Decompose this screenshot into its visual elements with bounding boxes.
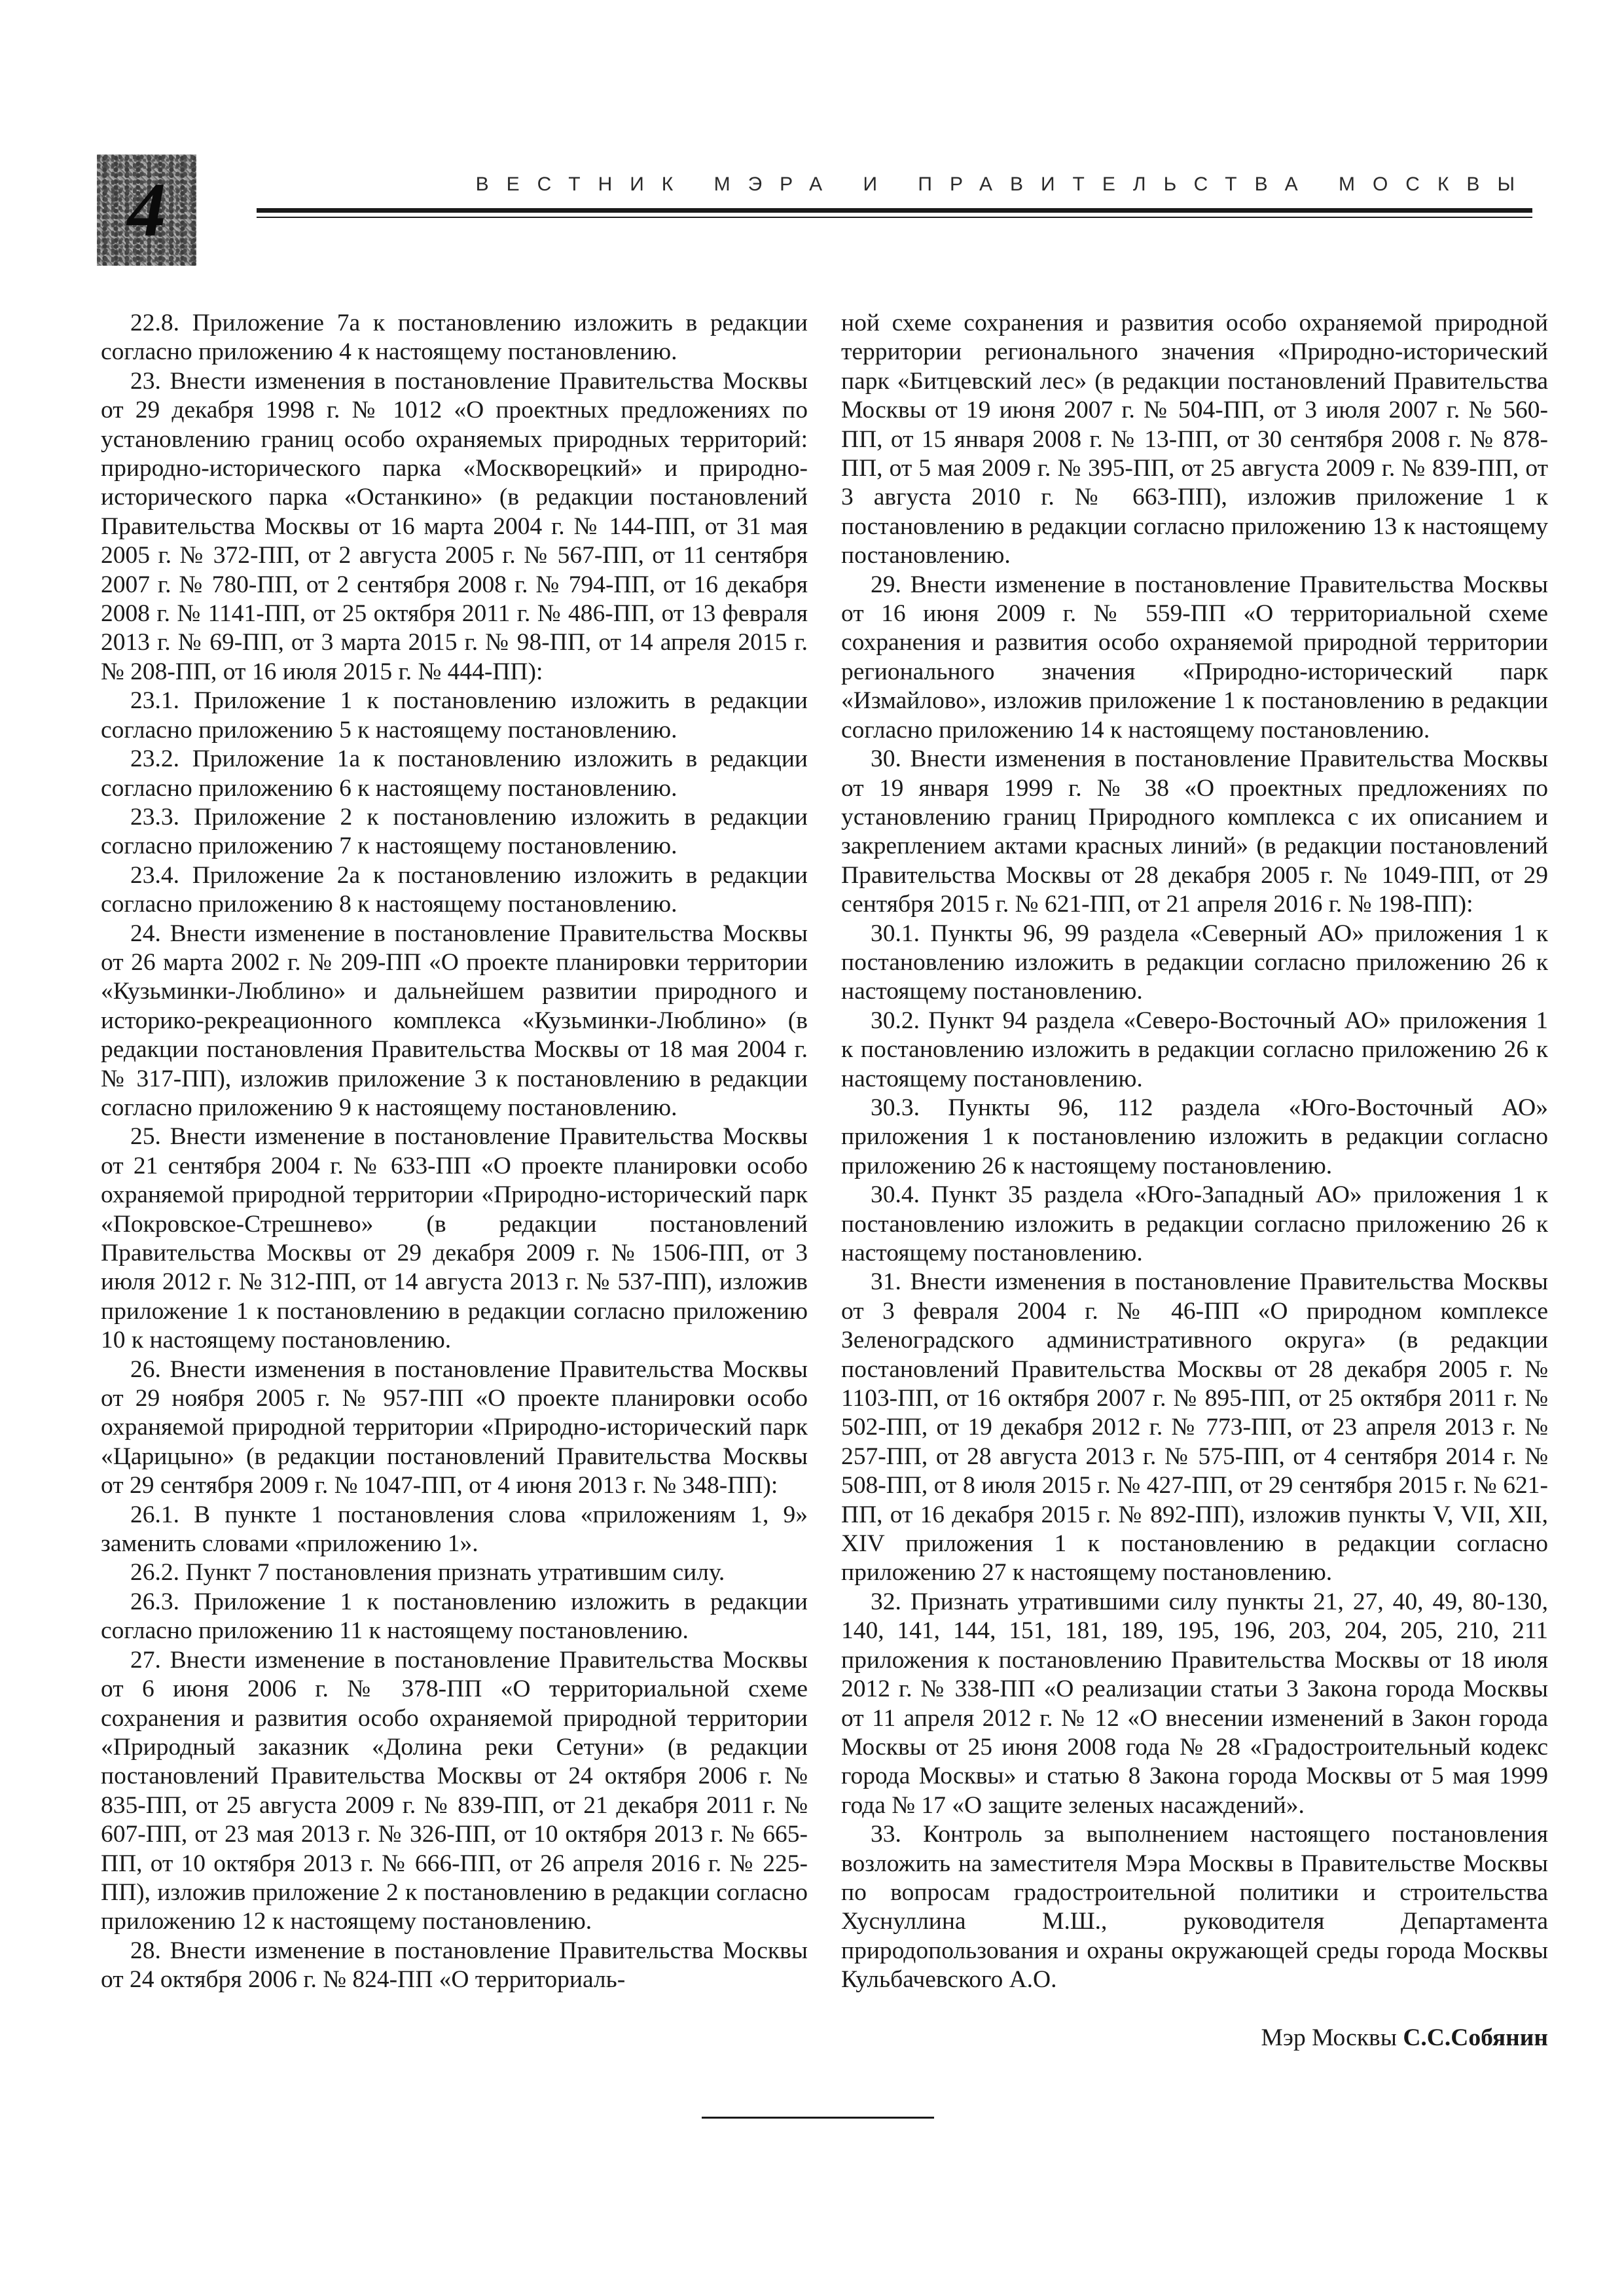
- journal-title: ВЕСТНИК МЭРА И ПРАВИТЕЛЬСТВА МОСКВЫ: [475, 173, 1532, 195]
- left-column: [101, 309, 808, 1995]
- right-column-paragraphs: [841, 309, 1548, 1995]
- page-number: 4: [127, 167, 166, 253]
- paragraph: 25. Внести изменение в постановление Правительства Москвы от 21 сентября 2004 г. № 633-ПП «О проекте планировки особо охраняемой природной территории «Природно-исторический парк «Покровское-Стрешнево» (в редакции постановлений Правительства Москвы от 29 декабря 2009 г. № 1506-ПП, от 3 июля 2012 г. № 312-ПП, от 14 августа 2013 г. № 537-ПП), изложив приложение 1 к постановлению в редакции согласно приложению 10 к настоящему постановлению.: [101, 1123, 808, 1354]
- paragraph: 30.3. Пункты 96, 112 раздела «Юго-Восточный АО» приложения 1 к постановлению изложить в редакции согласно приложению 26 к настоящему постановлению.: [841, 1094, 1548, 1179]
- paragraph: 31. Внести изменения в постановление Правительства Москвы от 3 февраля 2004 г. № 46-ПП «О природном комплексе Зеленоградского административного округа» (в редакции постановлений Правительства Москвы от 28 декабря 2005 г. № 1103-ПП, от 16 октября 2007 г. № 895-ПП, от 25 октября 2011 г. № 502-ПП, от 19 декабря 2012 г. № 773-ПП, от 23 апреля 2013 г. № 257-ПП, от 28 августа 2013 г. № 575-ПП, от 4 сентября 2014 г. № 508-ПП, от 8 июля 2015 г. № 427-ПП, от 29 сентября 2015 г. № 621-ПП, от 16 декабря 2015 г. № 892-ПП), изложив пункты V, VII, XII, XIV приложения 1 к постановлению в редакции согласно приложению 27 к настоящему постановлению.: [841, 1268, 1548, 1587]
- header-rule-thin: [257, 217, 1532, 218]
- paragraph: 23.1. Приложение 1 к постановлению изложить в редакции согласно приложению 5 к настоящему постановлению.: [101, 687, 808, 744]
- paragraph: 28. Внести изменение в постановление Правительства Москвы от 24 октября 2006 г. № 824-ПП «О территориаль-: [101, 1937, 808, 1994]
- paragraph: 29. Внести изменение в постановление Правительства Москвы от 16 июня 2009 г. № 559-ПП «О территориальной схеме сохранения и развития особо охраняемой природной территории регионального значения «Природно-исторический парк «Измайлово», изложив приложение 1 к постановлению в редакции согласно приложению 14 к настоящему постановлению.: [841, 571, 1548, 744]
- signature: [841, 2024, 1548, 2053]
- paragraph: 33. Контроль за выполнением настоящего постановления возложить на заместителя Мэра Москвы в Правительстве Москвы по вопросам градостроительной политики и строительства Хуснуллина М.Ш., руководителя Департамента природопользования и охраны окружающей среды города Москвы Кульбачевского А.О.: [841, 1821, 1548, 1994]
- paragraph: 23.2. Приложение 1а к постановлению изложить в редакции согласно приложению 6 к настоящему постановлению.: [101, 745, 808, 802]
- paragraph: 23.3. Приложение 2 к постановлению изложить в редакции согласно приложению 7 к настоящему постановлению.: [101, 803, 808, 860]
- paragraph: 23.4. Приложение 2а к постановлению изложить в редакции согласно приложению 8 к настоящему постановлению.: [101, 861, 808, 918]
- signature-name: С.С.Собянин: [1403, 2024, 1548, 2051]
- signature-position: Мэр Москвы: [1261, 2024, 1397, 2051]
- paragraph: 26.1. В пункте 1 постановления слова «приложениям 1, 9» заменить словами «приложению 1».: [101, 1501, 808, 1558]
- paragraph: 30.4. Пункт 35 раздела «Юго-Западный АО» приложения 1 к постановлению изложить в редакции согласно приложению 26 к настоящему постановлению.: [841, 1181, 1548, 1266]
- paragraph: 30.1. Пункты 96, 99 раздела «Северный АО» приложения 1 к постановлению изложить в редакции согласно приложению 26 к настоящему постановлению.: [841, 920, 1548, 1005]
- right-column: [841, 309, 1548, 2053]
- header-rule-thick: [257, 208, 1532, 213]
- paragraph: 23. Внести изменения в постановление Правительства Москвы от 29 декабря 1998 г. № 1012 «О проектных предложениях по установлению границ особо охраняемых природных территорий: природно-исторического парка «Москворецкий» и природно-исторического парка «Останкино» (в редакции постановлений Правительства Москвы от 16 марта 2004 г. № 144-ПП, от 31 мая 2005 г. № 372-ПП, от 2 августа 2005 г. № 567-ПП, от 11 сентября 2007 г. № 780-ПП, от 2 сентября 2008 г. № 794-ПП, от 16 декабря 2008 г. № 1141-ПП, от 25 октября 2011 г. № 486-ПП, от 13 февраля 2013 г. № 69-ПП, от 3 марта 2015 г. № 98-ПП, от 14 апреля 2015 г. № 208-ПП, от 16 июля 2015 г. № 444-ПП):: [101, 367, 808, 685]
- paragraph: 26.2. Пункт 7 постановления признать утратившим силу.: [130, 1559, 725, 1587]
- paragraph: 24. Внести изменение в постановление Правительства Москвы от 26 марта 2002 г. № 209-ПП «О проекте планировки территории «Кузьминки-Люблино» и дальнейшем развитии природного и историко-рекреационного комплекса «Кузьминки-Люблино» (в редакции постановления Правительства Москвы от 18 мая 2004 г. № 317-ПП), изложив приложение 3 к постановлению в редакции согласно приложению 9 к настоящему постановлению.: [101, 920, 808, 1121]
- paragraph: 30.2. Пункт 94 раздела «Северо-Восточный АО» приложения 1 к постановлению изложить в редакции согласно приложению 26 к настоящему постановлению.: [841, 1007, 1548, 1092]
- paragraph: 26. Внести изменения в постановление Правительства Москвы от 29 ноября 2005 г. № 957-ПП «О проекте планировки особо охраняемой природной территории «Природно-исторический парк «Царицыно» (в редакции постановлений Правительства Москвы от 29 сентября 2009 г. № 1047-ПП, от 4 июня 2013 г. № 348-ПП):: [101, 1355, 808, 1499]
- page-number-badge: [97, 154, 196, 266]
- end-of-document-rule: [702, 2117, 934, 2119]
- paragraph: 27. Внести изменение в постановление Правительства Москвы от 6 июня 2006 г. № 378-ПП «О территориальной схеме сохранения и развития особо охраняемой природной территории «Природный заказник «Долина реки Сетуни» (в редакции постановлений Правительства Москвы от 24 октября 2006 г. № 835-ПП, от 25 августа 2009 г. № 839-ПП, от 21 декабря 2011 г. № 607-ПП, от 23 мая 2013 г. № 326-ПП, от 10 октября 2013 г. № 665-ПП, от 10 октября 2013 г. № 666-ПП, от 26 апреля 2016 г. № 225-ПП), изложив приложение 2 к постановлению в редакции согласно приложению 12 к настоящему постановлению.: [101, 1646, 808, 1935]
- paragraph: 22.8. Приложение 7а к постановлению изложить в редакции согласно приложению 4 к настоящему постановлению.: [101, 310, 808, 366]
- paragraph: 26.3. Приложение 1 к постановлению изложить в редакции согласно приложению 11 к настоящему постановлению.: [101, 1588, 808, 1645]
- paragraph: ной схеме сохранения и развития особо охраняемой природной территории регионального значения «Природно-исторический парк «Битцевский лес» (в редакции постановлений Правительства Москвы от 19 июня 2007 г. № 504-ПП, от 3 июля 2007 г. № 560-ПП, от 15 января 2008 г. № 13-ПП, от 30 сентября 2008 г. № 878-ПП, от 5 мая 2009 г. № 395-ПП, от 25 августа 2009 г. № 839-ПП, от 3 августа 2010 г. № 663-ПП), изложив приложение 1 к постановлению в редакции согласно приложению 13 к настоящему постановлению.: [841, 310, 1548, 569]
- paragraph: 32. Признать утратившими силу пункты 21, 27, 40, 49, 80-130, 140, 141, 144, 151, 181, 189, 195, 196, 203, 204, 205, 210, 211 приложения к постановлению Правительства Москвы от 18 июля 2012 г. № 338-ПП «О реализации статьи 3 Закона города Москвы от 11 апреля 2012 г. № 12 «О внесении изменений в Закон города Москвы от 25 июня 2008 года № 28 «Градостроительный кодекс города Москвы» и статью 8 Закона города Москвы от 5 мая 1999 года № 17 «О защите зеленых насаждений».: [841, 1588, 1548, 1819]
- paragraph: 30. Внести изменения в постановление Правительства Москвы от 19 января 1999 г. № 38 «О проектных предложениях по установлению границ Природного комплекса с их описанием и закреплением актами красных линий» (в редакции постановлений Правительства Москвы от 28 декабря 2005 г. № 1049-ПП, от 29 сентября 2015 г. № 621-ПП, от 21 апреля 2016 г. № 198-ПП):: [841, 745, 1548, 918]
